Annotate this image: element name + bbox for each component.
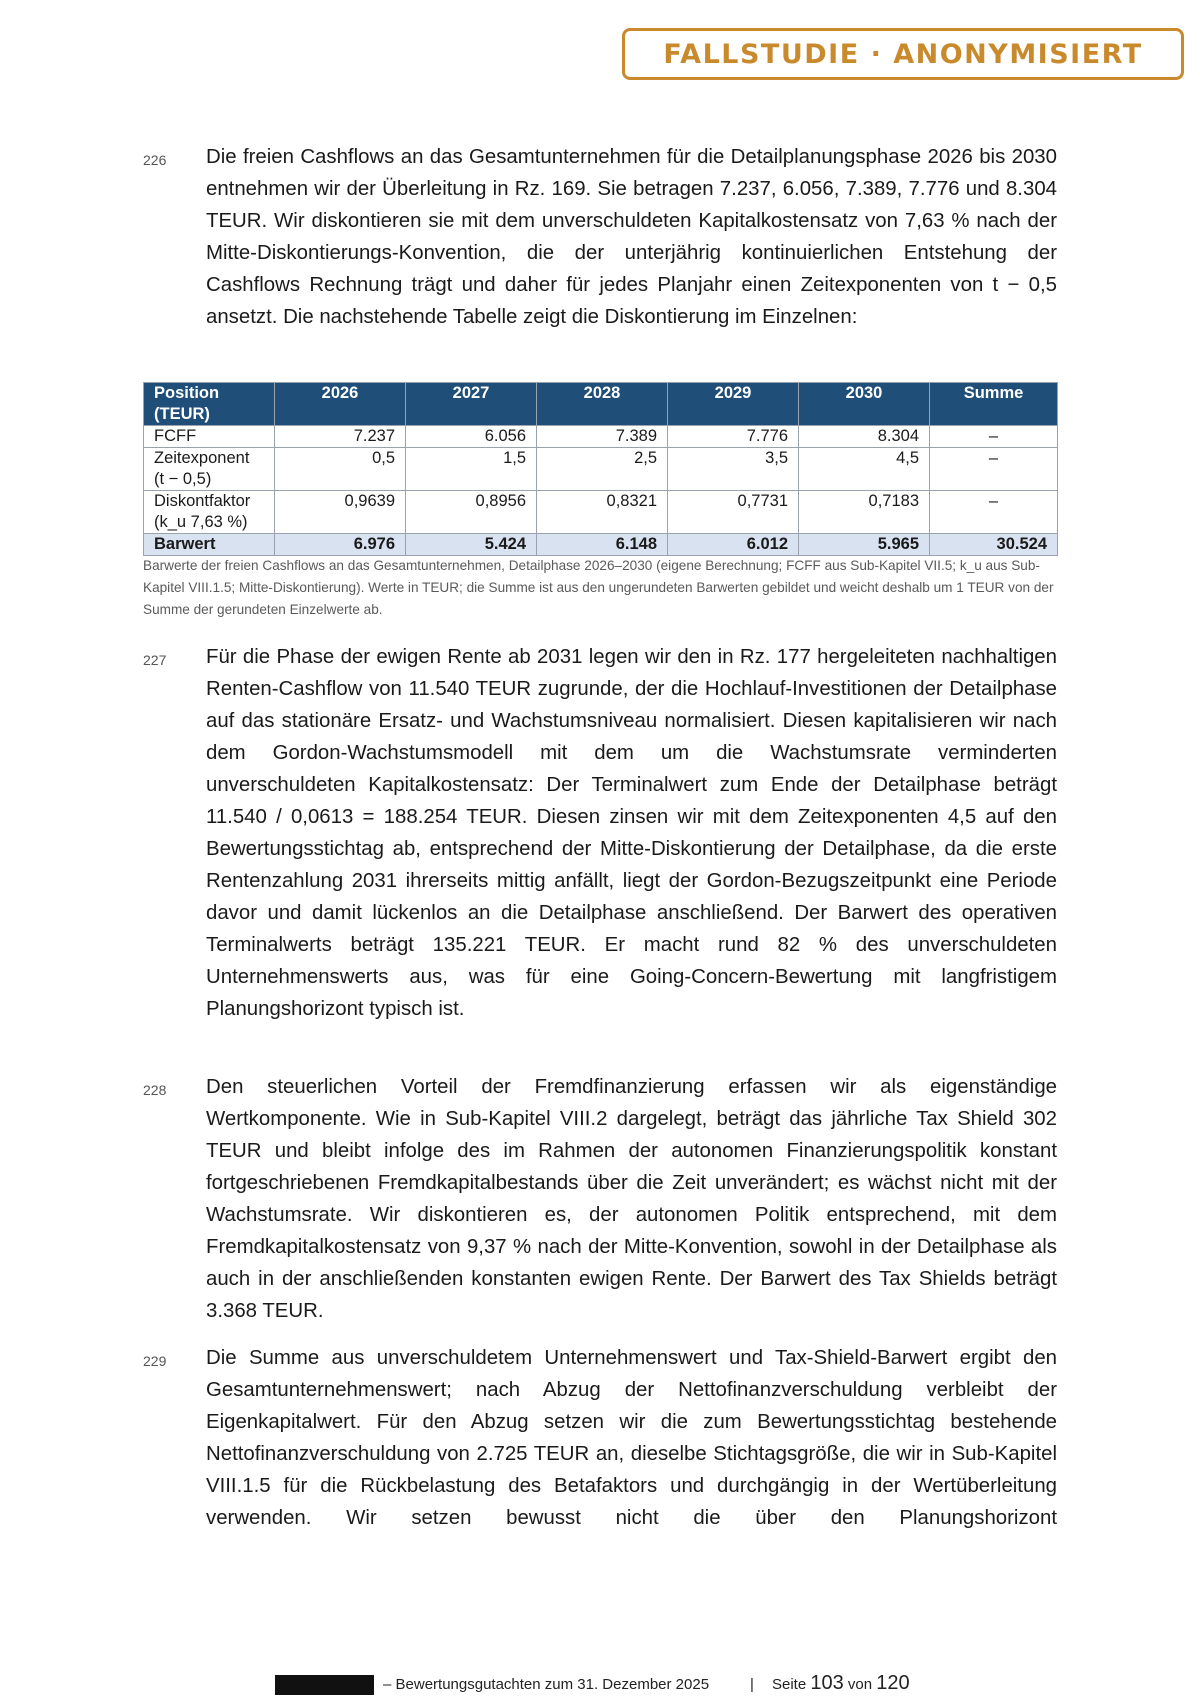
header-2028: 2028	[537, 383, 668, 426]
table-cell: 6.976	[275, 534, 406, 556]
table-cell: 1,5	[406, 448, 537, 491]
table-cell: 0,7183	[799, 491, 930, 534]
table-header-row	[144, 383, 1058, 426]
of-word: von	[847, 1676, 873, 1693]
table-cell: 6.148	[537, 534, 668, 556]
table-cell: 6.056	[406, 426, 537, 448]
table-cell: Barwert	[144, 534, 275, 556]
table-cell: 0,8956	[406, 491, 537, 534]
margin-number-227: 227	[143, 652, 167, 668]
table-cell: 7.389	[537, 426, 668, 448]
table-cell: FCFF	[144, 426, 275, 448]
margin-number-228: 228	[143, 1082, 167, 1098]
table-cell: 30.524	[930, 534, 1058, 556]
table-cell: –	[930, 426, 1058, 448]
table-cell: 2,5	[537, 448, 668, 491]
header-2029: 2029	[668, 383, 799, 426]
paragraph-226: Die freien Cashflows an das Gesamtunternehmen für die Detailplanungsphase 2026 bis 2030 entnehmen wir der Überleitung in Rz. 169. Sie betragen 7.237, 6.056, 7.389, 7.776 und 8.304 TEUR. Wir diskontieren sie mit dem unverschuldeten Kapitalkostensatz von 7,63 % nach der Mitte-Diskontierungs-Konvention, die der unterjährig kontinuierlichen Entstehung der Cashflows Rechnung trägt und daher für jedes Planjahr einen Zeitexponenten von t − 0,5 ansetzt. Die nachstehende Tabelle zeigt die Diskontierung im Einzelnen:	[206, 146, 1057, 328]
table-cell: 7.237	[275, 426, 406, 448]
header-2027: 2027	[406, 383, 537, 426]
margin-number-226: 226	[143, 152, 167, 168]
table-cell: 4,5	[799, 448, 930, 491]
table-row-barwert	[144, 534, 1058, 556]
table-cell: 6.012	[668, 534, 799, 556]
table-cell: 7.776	[668, 426, 799, 448]
paragraph-228: Den steuerlichen Vorteil der Fremdfinanzierung erfassen wir als eigenständige Wertkomponente. Wie in Sub-Kapitel VIII.2 dargelegt, beträgt das jährliche Tax Shield 302 TEUR und bleibt infolge des im Rahmen der autonomen Finanzierungspolitik konstant fortgeschriebenen Fremdkapitalbestands über die Zeit unverändert; es wächst nicht mit der Wachstumsrate. Wir diskontieren es, der autonomen Politik entsprechend, mit dem Fremdkapitalkostensatz von 9,37 % nach der Mitte-Konvention, sowohl in der Detailphase als auch in der anschließenden konstanten ewigen Rente. Der Barwert des Tax Shields beträgt 3.368 TEUR.	[206, 1076, 1057, 1322]
footer-separator: |	[750, 1676, 754, 1693]
table-caption: Barwerte der freien Cashflows an das Gesamtunternehmen, Detailphase 2026–2030 (eigene Berechnung; FCFF aus Sub-Kapitel VII.5; k_u aus Sub-Kapitel VIII.1.5; Mitte-Diskontierung). Werte in TEUR; die Summe ist aus den ungerundeten Barwerten gebildet und weicht deshalb um 1 TEUR von der Summe der gerundeten Einzelwerte ab.	[143, 558, 1054, 617]
margin-number-229: 229	[143, 1353, 167, 1369]
table-cell: 0,7731	[668, 491, 799, 534]
table-cell: –	[930, 491, 1058, 534]
paragraph-229: Die Summe aus unverschuldetem Unternehmenswert und Tax-Shield-Barwert ergibt den Gesamtunternehmenswert; nach Abzug der Nettofinanzverschuldung verbleibt der Eigenkapitalwert. Für den Abzug setzen wir die zum Bewertungsstichtag bestehende Nettofinanzverschuldung von 2.725 TEUR an, dieselbe Stichtagsgröße, die wir in Sub-Kapitel VIII.1.5 für die Rückbelastung des Betafaktors und durchgängig in der Wertüberleitung verwenden. Wir setzen bewusst nicht die über den Planungshorizont	[206, 1347, 1057, 1529]
header-position: Position (TEUR)	[144, 383, 275, 426]
table-cell: 3,5	[668, 448, 799, 491]
table-cell: 0,9639	[275, 491, 406, 534]
header-summe: Summe	[930, 383, 1058, 426]
table-row-fcff	[144, 426, 1058, 448]
table-cell: 0,5	[275, 448, 406, 491]
table-cell: 0,8321	[537, 491, 668, 534]
confidential-stamp: FALLSTUDIE · ANONYMISIERT	[622, 28, 1184, 80]
table-cell: 5.424	[406, 534, 537, 556]
page-word: Seite	[772, 1676, 807, 1693]
table-cell: Zeitexponent (t − 0,5)	[144, 448, 275, 491]
paragraph-227: Für die Phase der ewigen Rente ab 2031 legen wir den in Rz. 177 hergeleiteten nachhaltigen Renten-Cashflow von 11.540 TEUR zugrunde, der die Hochlauf-Investitionen der Detailphase auf das stationäre Ersatz- und Wachstumsniveau normalisiert. Diesen kapitalisieren wir nach dem Gordon-Wachstumsmodell mit dem um die Wachstumsrate verminderten unverschuldeten Kapitalkostensatz: Der Terminalwert zum Ende der Detailphase beträgt 11.540 / 0,0613 = 188.254 TEUR. Diesen zinsen wir mit dem Zeitexponenten 4,5 auf den Bewertungsstichtag ab, entsprechend der Mitte-Diskontierung der Detailphase, da die erste Rentenzahlung 2031 ihrerseits mittig anfällt, liegt der Gordon-Bezugszeitpunkt eine Periode davor und damit lückenlos an die Detailphase anschließend. Der Barwert des operativen Terminalwerts beträgt 135.221 TEUR. Er macht rund 82 % des unverschuldeten Unternehmenswerts aus, was für eine Going-Concern-Bewertung mit langfristigem Planungshorizont typisch ist.	[206, 646, 1057, 1020]
header-2026: 2026	[275, 383, 406, 426]
redacted-block	[275, 1675, 374, 1695]
table-cell: 5.965	[799, 534, 930, 556]
table-cell: Diskontfaktor (k_u 7,63 %)	[144, 491, 275, 534]
table-row-zeitexponent	[144, 448, 1058, 491]
table-cell: –	[930, 448, 1058, 491]
header-2030: 2030	[799, 383, 930, 426]
page-number	[772, 1672, 910, 1695]
discount-table	[143, 382, 1058, 556]
table-row-diskontfaktor	[144, 491, 1058, 534]
footer-title: – Bewertungsgutachten zum 31. Dezember 2025	[383, 1676, 710, 1693]
table-cell: 8.304	[799, 426, 930, 448]
current-page: 103	[810, 1672, 844, 1694]
total-pages: 120	[876, 1672, 910, 1694]
